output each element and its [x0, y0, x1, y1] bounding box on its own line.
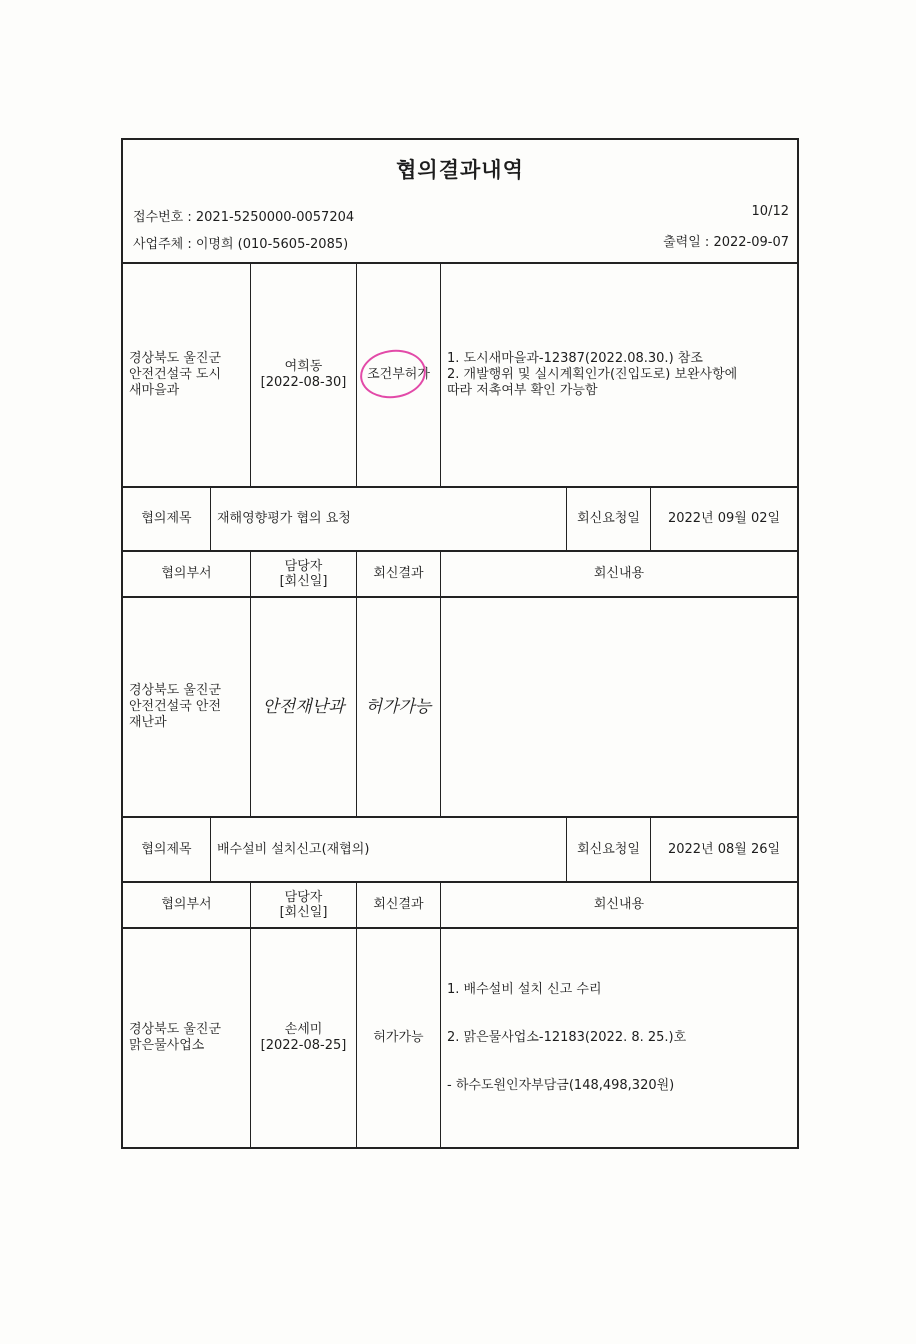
content-cell: 1. 배수설비 설치 신고 수리 2. 맑은물사업소-12183(2022. 8. 25.)호 - 하수도원인자부담금(148,498,320원) — [440, 929, 797, 1147]
person-cell — [250, 264, 356, 486]
reqdate-value: 2022년 09월 02일 — [650, 488, 797, 550]
hdr-dept: 협의부서 — [161, 566, 212, 581]
result-cell: 허가가능 — [356, 929, 440, 1147]
print-date: 출력일 : 2022-09-07 — [663, 235, 789, 250]
person-name: 여희동 — [284, 359, 323, 374]
consultation-result-document — [121, 138, 799, 1149]
column-header-row — [123, 552, 797, 598]
dept-cell: 경상북도 울진군 맑은물사업소 — [129, 1022, 222, 1053]
subject-label: 협의제목 — [141, 511, 192, 526]
subject-row — [123, 818, 797, 883]
handwritten-person: 안전재난과 — [250, 598, 356, 816]
handwritten-result: 허가가능 — [356, 598, 440, 816]
result-cell — [356, 264, 440, 486]
table-row — [123, 264, 797, 488]
hdr-result: 회신결과 — [356, 883, 440, 927]
subject-value: 재해영향평가 협의 요청 — [210, 488, 566, 550]
reqdate-label: 회신요청일 — [566, 488, 650, 550]
document-title: 협의결과내역 — [396, 158, 524, 182]
reqdate-value: 2022년 08월 26일 — [650, 818, 797, 881]
person-name: 손세미 — [284, 1022, 323, 1037]
column-header-row — [123, 883, 797, 929]
reply-date: [2022-08-25] — [260, 1038, 347, 1053]
page-number: 10/12 — [751, 204, 789, 219]
hdr-content: 회신내용 — [440, 552, 797, 596]
subject-value: 배수설비 설치신고(재협의) — [210, 818, 566, 881]
reqdate-label: 회신요청일 — [566, 818, 650, 881]
hdr-person: 담당자 [회신일] — [250, 883, 356, 927]
document-header — [123, 140, 797, 264]
receipt-number: 접수번호 : 2021-5250000-0057204 — [133, 210, 355, 225]
person-cell — [250, 929, 356, 1147]
table-row — [123, 929, 797, 1147]
hdr-person: 담당자 [회신일] — [250, 552, 356, 596]
content-cell — [440, 598, 797, 816]
subject-row — [123, 488, 797, 552]
table-row — [123, 598, 797, 818]
applicant: 사업주체 : 이명희 (010-5605-2085) — [133, 237, 349, 252]
pink-circle-mark — [357, 346, 429, 403]
hdr-result: 회신결과 — [356, 552, 440, 596]
hdr-content: 회신내용 — [440, 883, 797, 927]
subject-label: 협의제목 — [141, 841, 192, 857]
content-cell: 1. 도시새마을과-12387(2022.08.30.) 참조 2. 개발행위 및 실시계획인가(진입도로) 보완사항에 따라 저촉여부 확인 가능함 — [440, 264, 797, 486]
dept-cell: 경상북도 울진군 안전건설국 안전 재난과 — [129, 683, 222, 730]
dept-cell: 경상북도 울진군 안전건설국 도시 새마을과 — [129, 351, 222, 398]
result-text: 조건부허가 — [367, 367, 430, 382]
reply-date: [2022-08-30] — [260, 375, 347, 390]
hdr-dept: 협의부서 — [161, 897, 212, 912]
